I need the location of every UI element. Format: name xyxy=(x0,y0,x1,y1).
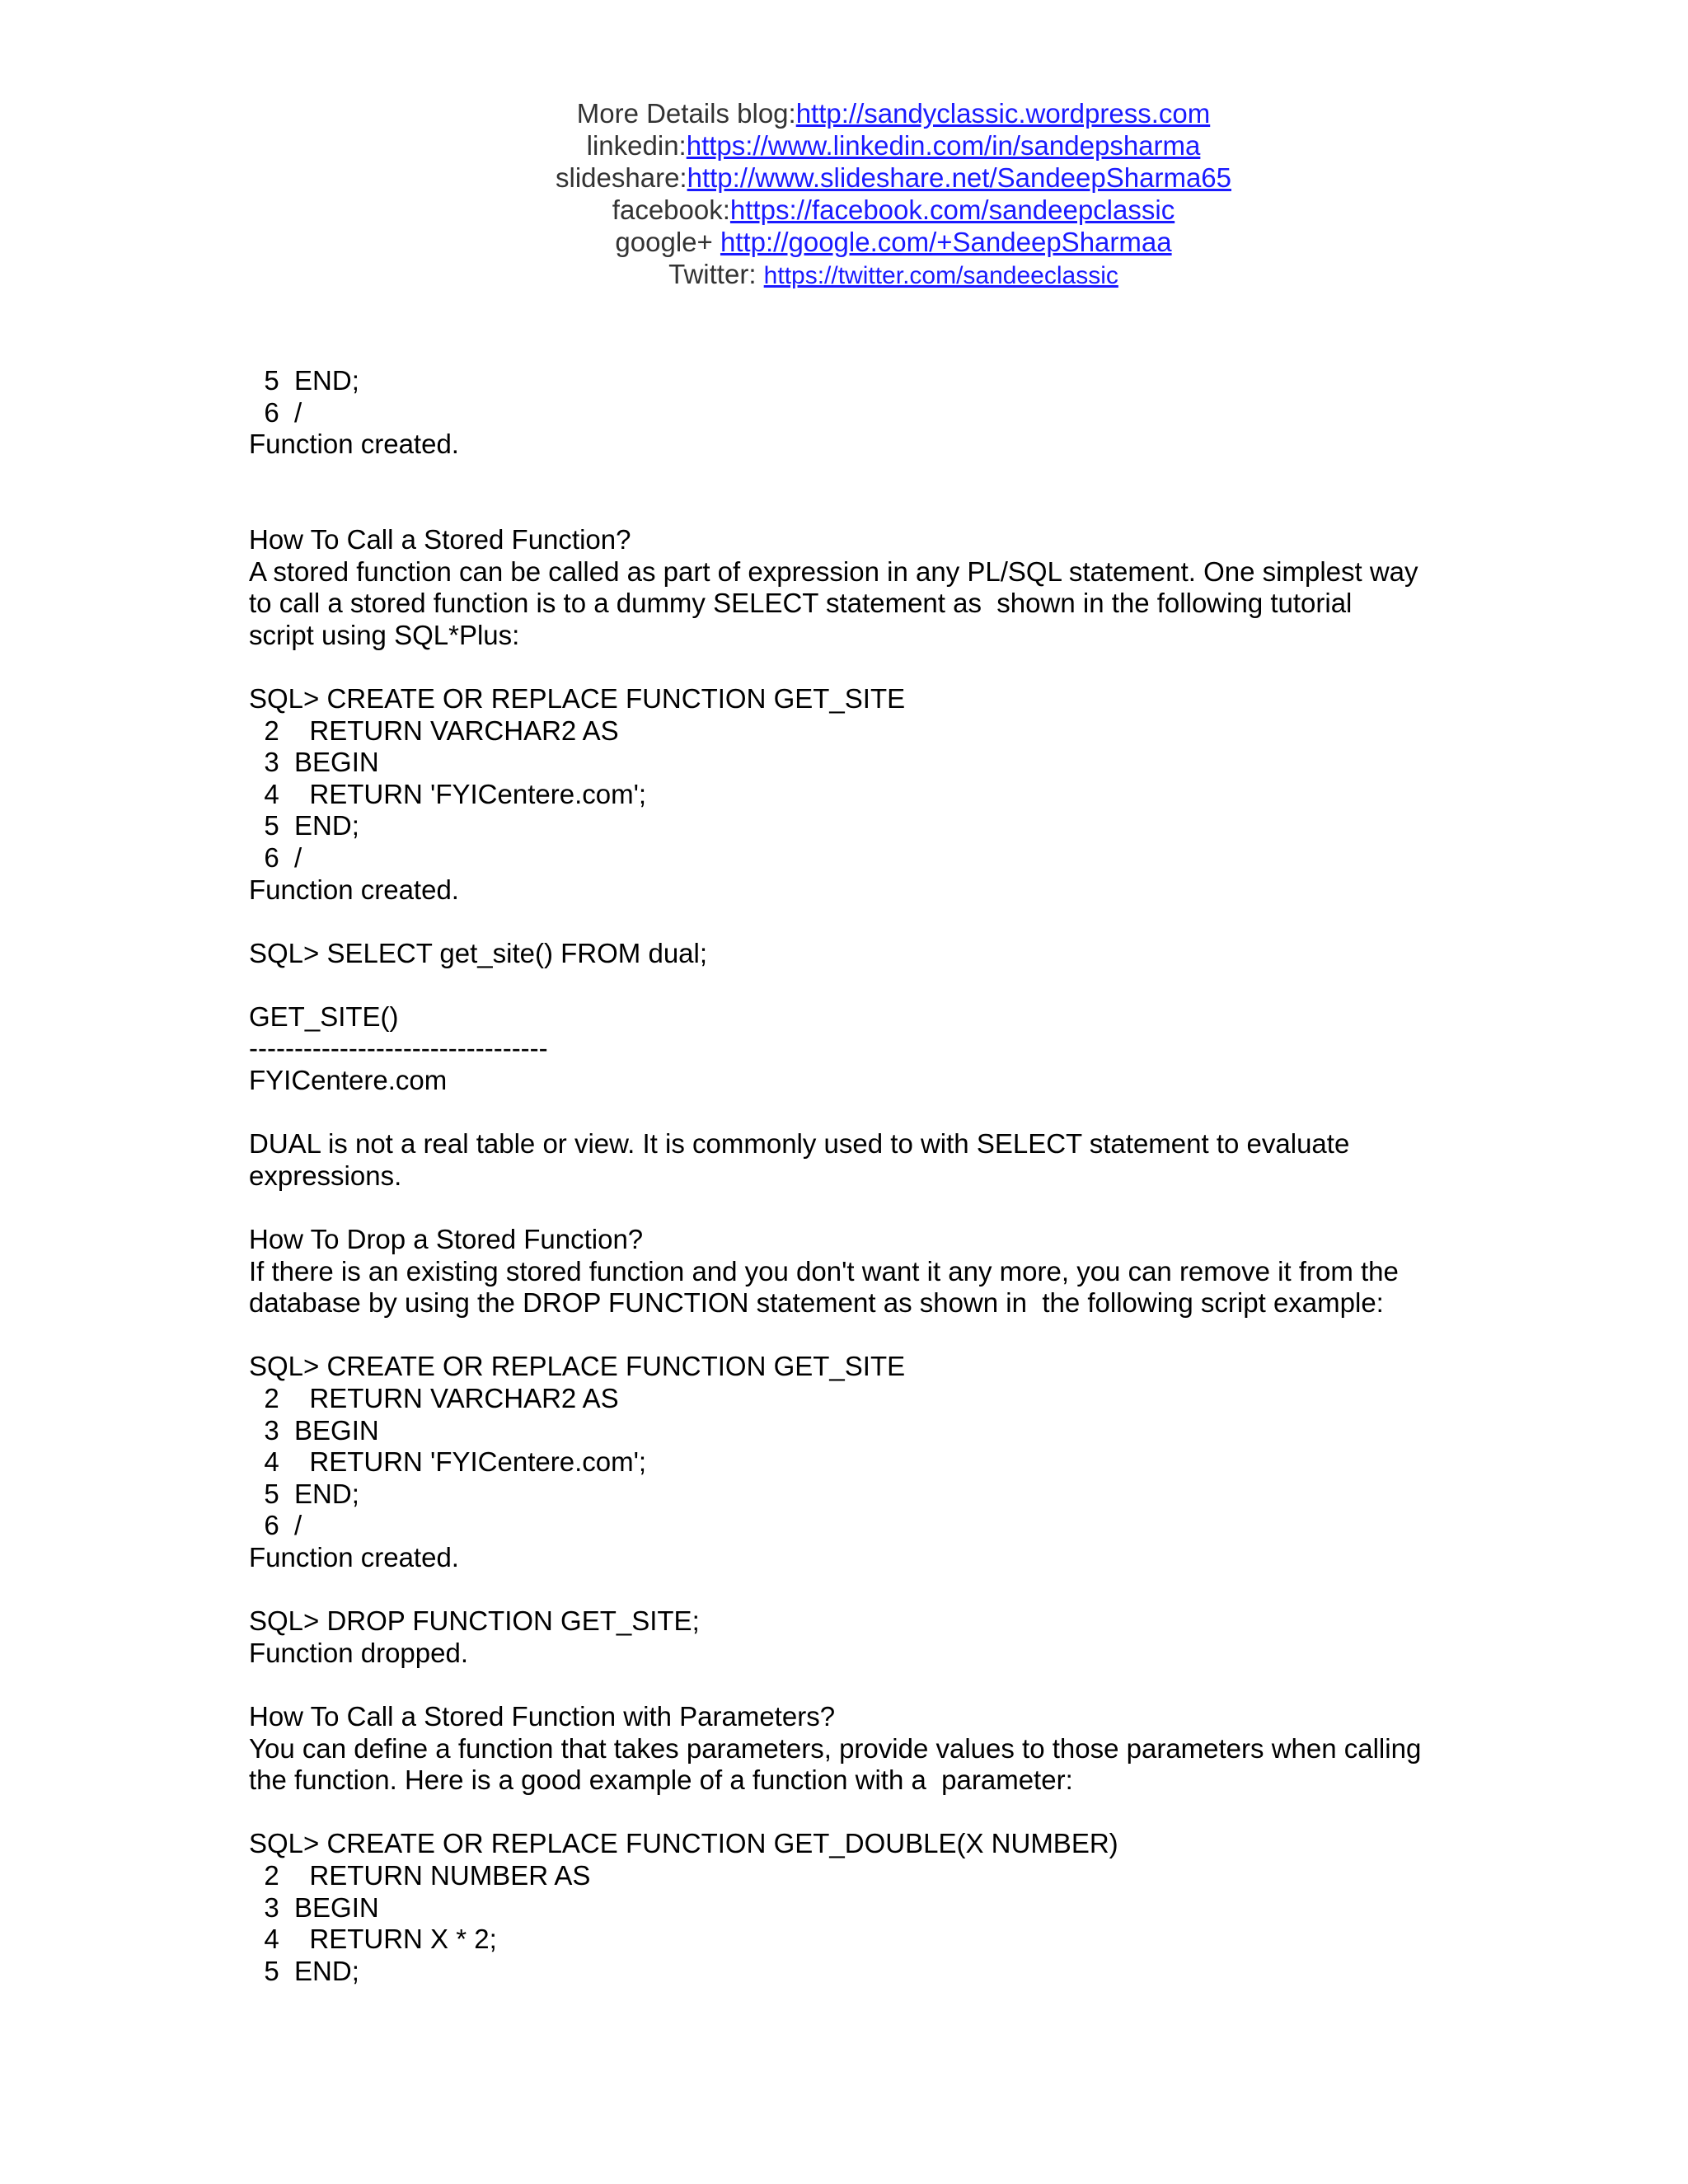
google-line xyxy=(0,226,1688,258)
text-line: 6 / xyxy=(249,1510,302,1541)
text-line: GET_SITE() xyxy=(249,1001,399,1032)
text-line: expressions. xyxy=(249,1160,402,1191)
text-line: Function dropped. xyxy=(249,1637,469,1668)
blank-line xyxy=(249,461,1452,493)
slideshare-label: slideshare: xyxy=(556,162,687,193)
text-line: How To Drop a Stored Function? xyxy=(249,1224,644,1255)
text-line: How To Call a Stored Function? xyxy=(249,523,631,555)
contact-header xyxy=(0,97,1688,295)
text-line: If there is an existing stored function and you don't want it any more, you can remove it from the xyxy=(249,1255,1399,1286)
text-line: --------------------------------- xyxy=(249,1033,548,1064)
twitter-link[interactable]: https://twitter.com/sandeeclassic xyxy=(763,262,1118,289)
text-line: 5 END; xyxy=(249,365,359,396)
text-line: SQL> CREATE OR REPLACE FUNCTION GET_SITE xyxy=(249,1351,906,1382)
text-line: DUAL is not a real table or view. It is commonly used to with SELECT statement to evaluate xyxy=(249,1128,1350,1160)
text-line: FYICentere.com xyxy=(249,1065,448,1096)
text-line: to call a stored function is to a dummy SELECT statement as shown in the following tutorial xyxy=(249,588,1353,619)
slideshare-link[interactable]: http://www.slideshare.net/SandeepSharma65 xyxy=(687,162,1231,193)
google-label: google+ xyxy=(615,227,720,257)
text-line: 4 RETURN 'FYICentere.com'; xyxy=(249,1446,647,1478)
text-line: SQL> DROP FUNCTION GET_SITE; xyxy=(249,1605,700,1637)
blank-line xyxy=(249,906,1452,938)
facebook-label: facebook: xyxy=(612,194,730,225)
text-line: 5 END; xyxy=(249,810,359,841)
text-line: 3 BEGIN xyxy=(249,747,379,778)
facebook-line xyxy=(0,194,1688,226)
text-line: You can define a function that takes parameters, provide values to those parameters when calling xyxy=(249,1732,1422,1764)
text-line: 5 END; xyxy=(249,1478,359,1509)
blog-label: More Details blog: xyxy=(576,98,796,129)
text-line: 3 BEGIN xyxy=(249,1891,379,1923)
blank-line xyxy=(249,492,1452,524)
text-line: SQL> SELECT get_site() FROM dual; xyxy=(249,937,708,968)
text-line: A stored function can be called as part of expression in any PL/SQL statement. One simplest way xyxy=(249,555,1418,587)
linkedin-link[interactable]: https://www.linkedin.com/in/sandepsharma xyxy=(686,130,1201,161)
blank-line xyxy=(249,1574,1452,1606)
text-line: Function created. xyxy=(249,429,459,460)
blank-line xyxy=(249,651,1452,683)
blog-line xyxy=(0,97,1688,129)
text-line: 4 RETURN 'FYICentere.com'; xyxy=(249,778,647,809)
text-line: SQL> CREATE OR REPLACE FUNCTION GET_SITE xyxy=(249,682,906,714)
facebook-link[interactable]: https://facebook.com/sandeepclassic xyxy=(729,194,1175,225)
text-line: 4 RETURN X * 2; xyxy=(249,1924,497,1955)
text-line: 3 BEGIN xyxy=(249,1414,379,1446)
text-line: SQL> CREATE OR REPLACE FUNCTION GET_DOUBLE(X NUMBER) xyxy=(249,1828,1118,1859)
text-line: 6 / xyxy=(249,841,302,873)
linkedin-label: linkedin: xyxy=(586,130,687,161)
blank-line xyxy=(249,1797,1452,1829)
document-body xyxy=(249,365,1452,1987)
blank-line xyxy=(249,1192,1452,1224)
blank-line xyxy=(249,1669,1452,1701)
blank-line xyxy=(249,1097,1452,1129)
slideshare-line xyxy=(0,162,1688,194)
text-line: database by using the DROP FUNCTION statement as shown in the following script example: xyxy=(249,1287,1384,1319)
text-line: 2 RETURN VARCHAR2 AS xyxy=(249,715,619,746)
blank-line xyxy=(249,969,1452,1001)
twitter-line xyxy=(0,258,1688,292)
twitter-label: Twitter: xyxy=(668,259,764,289)
text-line: 5 END; xyxy=(249,1955,359,1986)
text-line: Function created. xyxy=(249,1541,459,1572)
text-line: How To Call a Stored Function with Parameters? xyxy=(249,1700,836,1732)
text-line: 2 RETURN VARCHAR2 AS xyxy=(249,1383,619,1413)
text-line: script using SQL*Plus: xyxy=(249,619,520,650)
text-line: Function created. xyxy=(249,874,459,905)
google-link[interactable]: http://google.com/+SandeepSharmaa xyxy=(720,227,1172,257)
text-line: the function. Here is a good example of a function with a parameter: xyxy=(249,1765,1073,1796)
blog-link[interactable]: http://sandyclassic.wordpress.com xyxy=(795,98,1211,129)
text-line: 2 RETURN NUMBER AS xyxy=(249,1859,591,1891)
blank-line xyxy=(249,1319,1452,1352)
text-line: 6 / xyxy=(249,396,302,428)
linkedin-line xyxy=(0,129,1688,162)
